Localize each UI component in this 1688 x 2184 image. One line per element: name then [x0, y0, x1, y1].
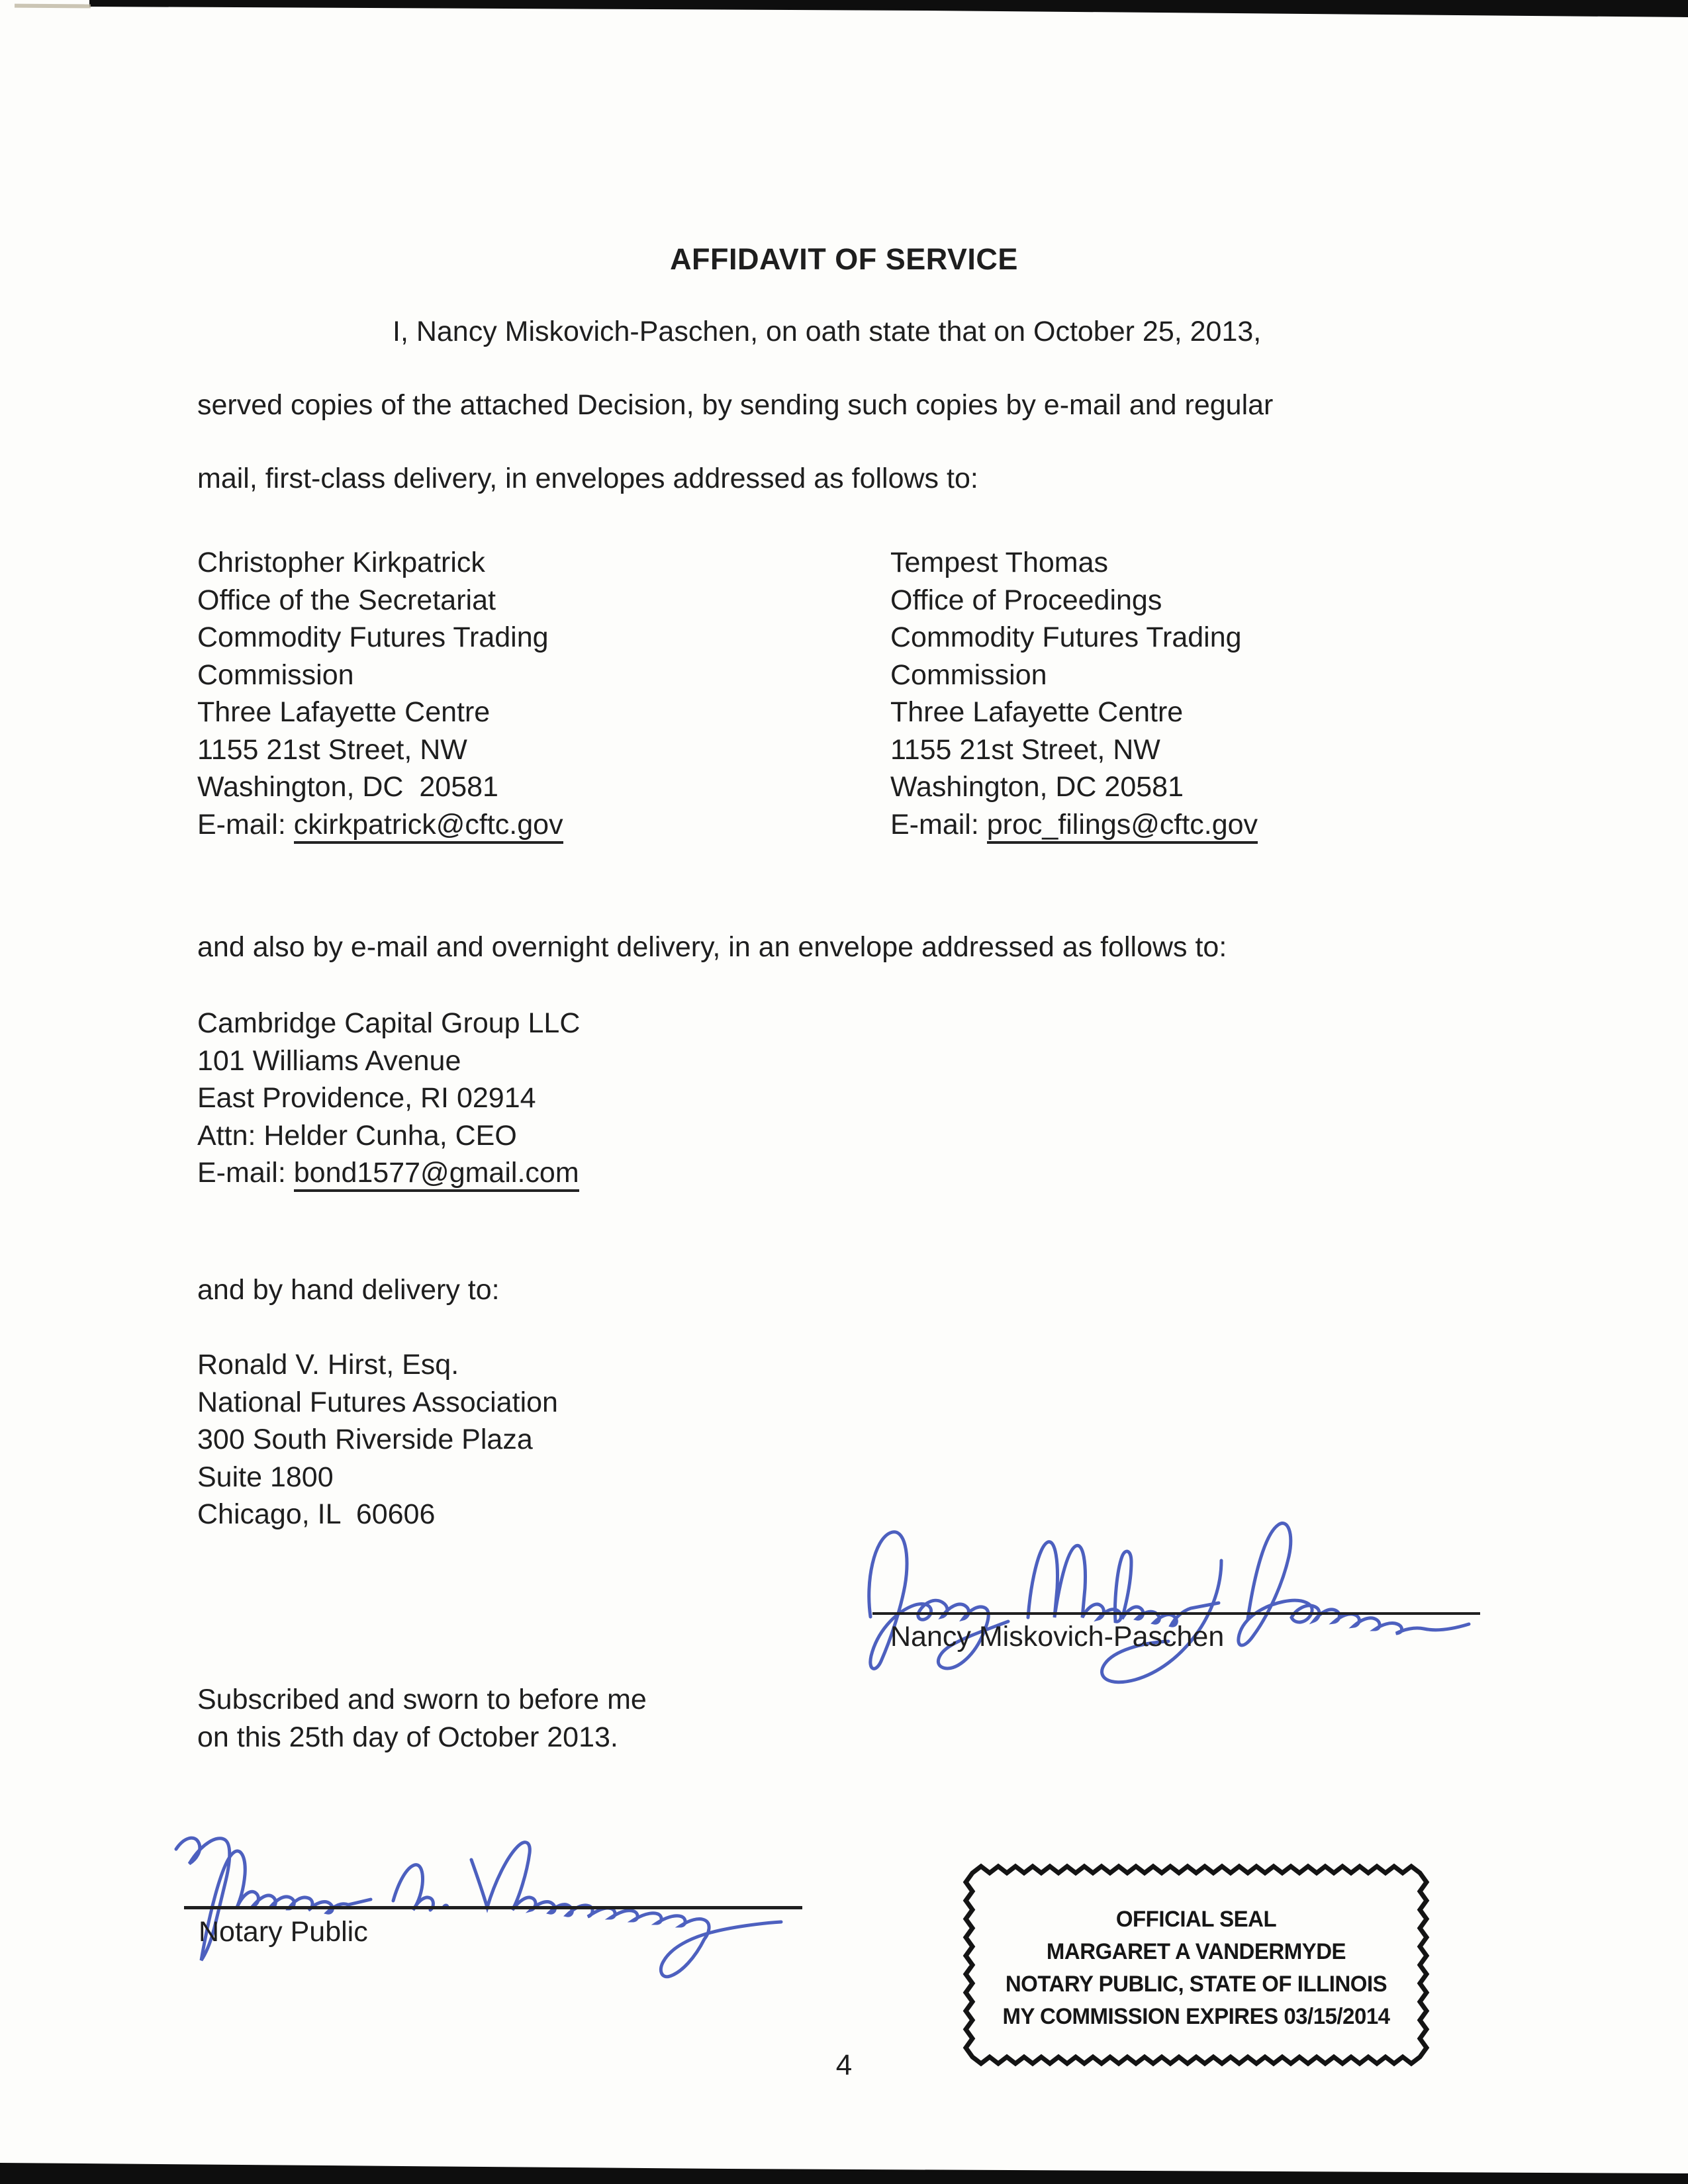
scan-edge-artifact-bottom: [0, 2156, 1688, 2184]
opening-paragraph-line: mail, first-class delivery, in envelopes addressed as follows to:: [197, 463, 978, 494]
notary-signature-line: [184, 1906, 802, 1909]
recipient-address-line: Washington, DC 20581: [890, 771, 1184, 803]
email-address: proc_filings@cftc.gov: [987, 809, 1258, 844]
affiant-signature-ink: [851, 1481, 1483, 1686]
recipient-address-line: 1155 21st Street, NW: [890, 733, 1160, 766]
recipient-address-line: 101 Williams Avenue: [197, 1044, 461, 1077]
recipient-address-left: [197, 544, 859, 843]
page-number: 4: [835, 2049, 853, 2081]
recipient-address-line: Commission: [197, 659, 354, 691]
seal-line: OFFICIAL SEAL: [1115, 1907, 1277, 1932]
affiant-typed-name: Nancy Miskovich-Paschen: [890, 1621, 1225, 1653]
recipient-address-right: [890, 544, 1552, 843]
hand-delivery-paragraph: and by hand delivery to:: [197, 1274, 500, 1306]
notary-seal-text: [988, 1903, 1405, 2033]
recipient-address-line: Washington, DC 20581: [197, 771, 498, 803]
document-title: AFFIDAVIT OF SERVICE: [670, 242, 1018, 276]
recipient-address-overnight: [197, 1005, 580, 1192]
recipient-name: Ronald V. Hirst, Esq.: [197, 1349, 459, 1381]
notary-seal-stamp: [961, 1857, 1431, 2072]
recipient-email-line: [890, 806, 1552, 844]
scan-edge-artifact-top-faint: [15, 4, 91, 9]
recipient-address-line: National Futures Association: [197, 1386, 558, 1418]
recipient-address-line: Three Lafayette Centre: [197, 696, 491, 728]
affiant-signature-line: [872, 1612, 1480, 1615]
recipient-address-line: East Providence, RI 02914: [197, 1082, 536, 1114]
recipient-address-line: Office of the Secretariat: [197, 584, 496, 616]
recipient-address-line: Suite 1800: [197, 1461, 334, 1493]
recipient-address-line: Commodity Futures Trading: [890, 621, 1242, 653]
recipient-address-line: 1155 21st Street, NW: [197, 733, 467, 766]
email-label: E-mail:: [197, 1157, 294, 1189]
recipient-name: Tempest Thomas: [890, 547, 1109, 578]
scan-edge-artifact-top: [0, 0, 1688, 20]
recipient-address-line: 300 South Riverside Plaza: [197, 1424, 533, 1455]
seal-line: NOTARY PUBLIC, STATE OF ILLINOIS: [1005, 1972, 1387, 1997]
overnight-delivery-paragraph: and also by e-mail and overnight delivery, in an envelope addressed as follows to:: [197, 931, 1227, 963]
email-address: bond1577@gmail.com: [294, 1157, 579, 1192]
recipient-email-line: [197, 806, 859, 844]
recipient-name: Cambridge Capital Group LLC: [197, 1007, 581, 1039]
email-label: E-mail:: [890, 808, 987, 841]
recipient-address-line: Commodity Futures Trading: [197, 621, 549, 653]
opening-paragraph-line: I, Nancy Miskovich-Paschen, on oath state that on October 25, 2013,: [393, 316, 1262, 347]
recipient-address-hand: [197, 1346, 558, 1533]
seal-line: MY COMMISSION EXPIRES 03/15/2014: [1002, 2004, 1390, 2029]
seal-line: MARGARET A VANDERMYDE: [1046, 1939, 1346, 1964]
sworn-statement-line: on this 25th day of October 2013.: [197, 1721, 618, 1753]
recipient-name: Christopher Kirkpatrick: [197, 547, 485, 578]
recipient-address-line: Commission: [890, 659, 1047, 691]
recipient-address-line: Attn: Helder Cunha, CEO: [197, 1119, 517, 1152]
notary-public-label: Notary Public: [199, 1916, 368, 1948]
opening-paragraph-line: served copies of the attached Decision, by sending such copies by e-mail and regular: [197, 389, 1274, 421]
recipient-address-line: Three Lafayette Centre: [890, 696, 1184, 728]
email-address: ckirkpatrick@cftc.gov: [294, 809, 563, 844]
sworn-statement-line: Subscribed and sworn to before me: [197, 1684, 647, 1715]
opening-paragraph: [197, 314, 1495, 534]
email-label: E-mail:: [197, 808, 294, 841]
sworn-statement: [197, 1681, 647, 1756]
recipient-email-line: [197, 1154, 580, 1192]
recipient-address-line: Office of Proceedings: [890, 584, 1162, 616]
recipient-address-line: Chicago, IL 60606: [197, 1498, 436, 1530]
